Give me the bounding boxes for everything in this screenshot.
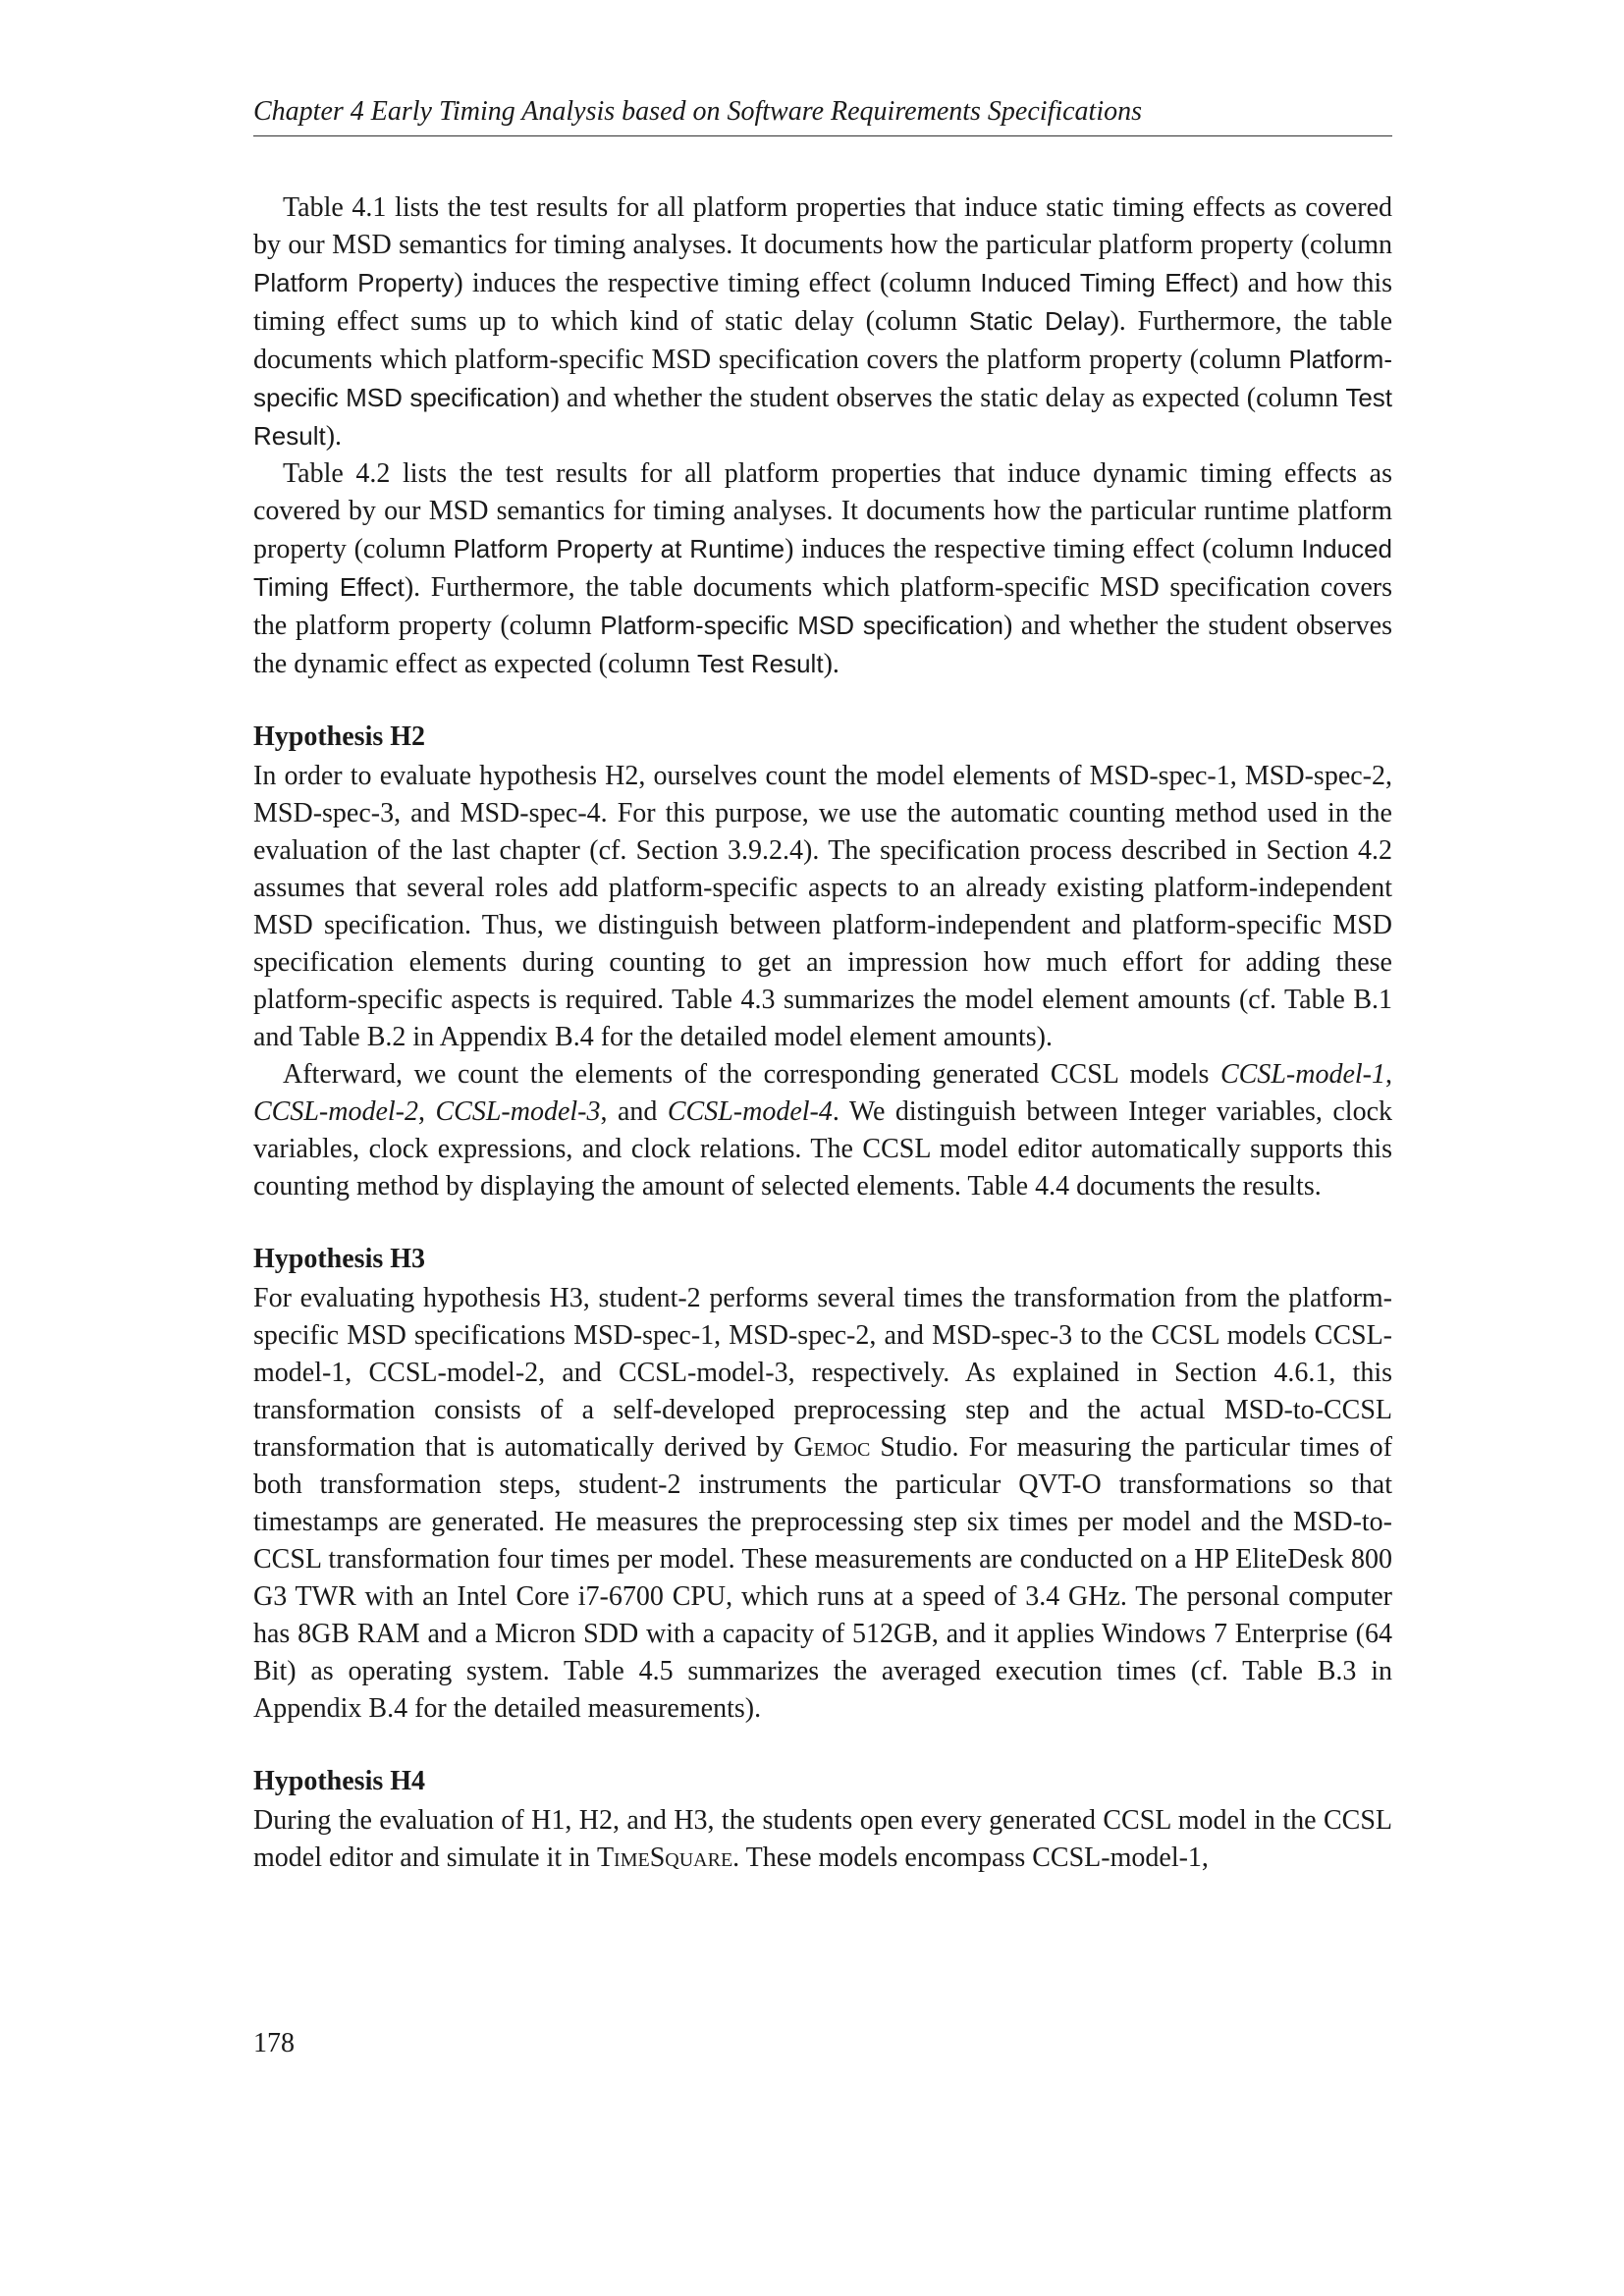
model-name: CCSL-model-1: [1220, 1059, 1385, 1090]
text-span: ).: [325, 421, 343, 452]
column-ref: Induced Timing Effect: [253, 534, 1393, 602]
column-ref: Platform-specific MSD specification: [600, 611, 1003, 640]
column-ref: Induced Timing Effect: [980, 268, 1230, 297]
paragraph-table-4-1: [253, 189, 1392, 455]
paragraph-h3: [253, 1280, 1392, 1728]
column-ref: Platform-specific MSD specification: [253, 345, 1392, 412]
text-span: Table 4.1 lists the test results for all platform properties that induce static timing effects as covered by our MSD semantics for timing analyses. It documents how the particular platform property (column: [253, 192, 1392, 260]
column-ref: Test Result: [696, 649, 824, 678]
text-span: ,: [418, 1096, 436, 1127]
paragraph-h4: [253, 1802, 1392, 1877]
text-span: ). Furthermore, the table documents which platform-specific MSD specification covers the platform property (column: [253, 306, 1392, 375]
text-span: ).: [823, 649, 839, 679]
paragraph-h2-counting: In order to evaluate hypothesis H2, ourselves count the model elements of MSD-spec-1, MSD-spec-2, MSD-spec-3, and MSD-spec-4. For this purpose, we use the automatic counting method used in the evaluation of the last chapter (cf. Section 3.9.2.4). The specification process described in Section 4.2 assumes that several roles add platform-specific aspects to an already existing platform-independent MSD specification. Thus, we distinguish between platform-independent and platform-specific MSD specification elements during counting to get an impression how much effort for adding these platform-specific aspects is required. Table 4.3 summarizes the model element amounts (cf. Table B.1 and Table B.2 in Appendix B.4 for the detailed model element amounts).: [253, 761, 1392, 1052]
page: [253, 94, 1392, 1877]
column-ref: Test Result: [253, 383, 1392, 451]
text-span: ) induces the respective timing effect (column: [454, 268, 981, 298]
tool-name: TimeSquare: [596, 1842, 733, 1873]
column-ref: Static Delay: [968, 306, 1110, 336]
text-span: ). Furthermore, the table documents which platform-specific MSD specification covers the platform property (column: [253, 572, 1392, 641]
text-span: ) and whether the student observes the dynamic effect as expected (column: [253, 611, 1392, 679]
heading-hypothesis-h3: Hypothesis H3: [253, 1244, 426, 1274]
text-span: , and: [600, 1096, 668, 1127]
text-span: During the evaluation of H1, H2, and H3, the students open every generated CCSL model in the CCSL model editor and simulate it in: [253, 1805, 1392, 1873]
column-ref: Platform Property at Runtime: [453, 534, 785, 563]
text-span: ) and how this timing effect sums up to which kind of static delay (column: [253, 268, 1392, 337]
heading-hypothesis-h2: Hypothesis H2: [253, 721, 426, 752]
text-span: ) and whether the student observes the static delay as expected (column: [550, 383, 1346, 413]
paragraph-h2-ccsl: [253, 1056, 1392, 1205]
tool-name: Gemoc: [793, 1432, 871, 1463]
paragraph-table-4-2: [253, 455, 1392, 683]
text-span: Afterward, we count the elements of the corresponding generated CCSL models: [283, 1059, 1220, 1090]
text-span: Studio. For measuring the particular times of both transformation steps, student-2 instruments the particular QVT-O transformations so that timestamps are generated. He measures the preprocessing step six times per model and the MSD-to-CCSL transformation four times per model. These measurements are conducted on a HP EliteDesk 800 G3 TWR with an Intel Core i7-6700 CPU, which runs at a speed of 3.4 GHz. The personal computer has 8GB RAM and a Micron SDD with a capacity of 512GB, and it applies Windows 7 Enterprise (64 Bit) as operating system. Table 4.5 summarizes the averaged execution times (cf. Table B.3 in Appendix B.4 for the detailed measurements).: [253, 1432, 1392, 1724]
text-span: . We distinguish between Integer variables, clock variables, clock expressions, and clock relations. The CCSL model editor automatically supports this counting method by displaying the amount of selected elements. Table 4.4 documents the results.: [253, 1096, 1393, 1201]
model-name: CCSL-model-2: [253, 1096, 418, 1127]
running-head: Chapter 4 Early Timing Analysis based on Software Requirements Specifications: [253, 94, 1392, 136]
page-number: 178: [253, 2028, 295, 2058]
heading-hypothesis-h4: Hypothesis H4: [253, 1766, 426, 1796]
text-span: ) induces the respective timing effect (column: [785, 534, 1302, 564]
text-span: For evaluating hypothesis H3, student-2 performs several times the transformation from the platform-specific MSD specifications MSD-spec-1, MSD-spec-2, and MSD-spec-3 to the CCSL models CCSL-model-1, CCSL-model-2, and CCSL-model-3, respectively. As explained in Section 4.6.1, this transformation consists of a self-developed preprocessing step and the actual MSD-to-CCSL transformation that is automatically derived by: [253, 1283, 1392, 1463]
text-span: . These models encompass CCSL-model-1,: [732, 1842, 1209, 1873]
model-name: CCSL-model-3: [435, 1096, 601, 1127]
model-name: CCSL-model-4: [667, 1096, 833, 1127]
text-span: Table 4.2 lists the test results for all platform properties that induce dynamic timing effects as covered by our MSD semantics for timing analyses. It documents how the particular runtime platform property (column: [253, 458, 1392, 564]
column-ref: Platform Property: [253, 268, 455, 297]
text-span: ,: [1385, 1059, 1392, 1090]
